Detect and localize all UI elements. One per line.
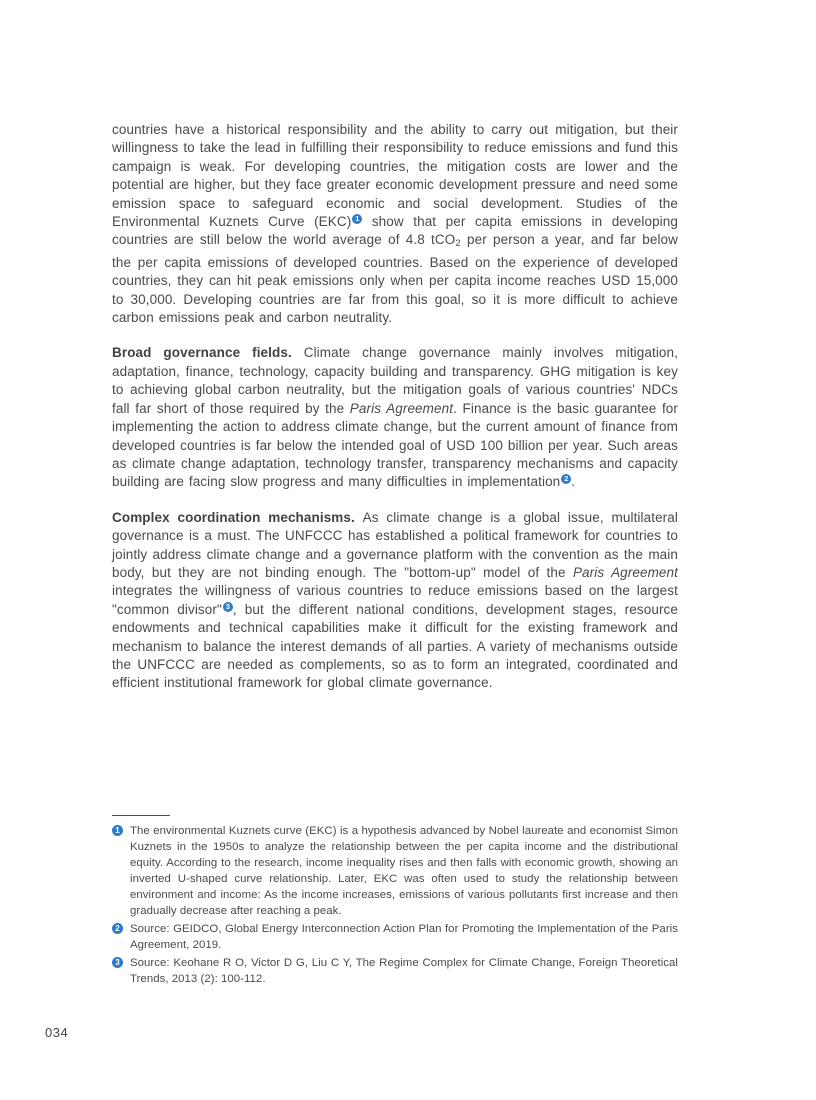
paragraph-text: Climate change governance mainly involves mitigation, adaptation, finance, technology, capacity building and transparency. GHG mitigation is key to achieving global carbon neutrality, but the mitigation goals of various countries' NDCs fall far short of those required by the — [112, 345, 679, 416]
footnote-ref-3: 3 — [223, 602, 233, 612]
paragraph-text: countries have a historical responsibility and the ability to carry out mitigation, but their willingness to take the lead in fulfilling their responsibility to reduce emissions and fund this campaign is weak. For developing countries, the mitigation costs are lower and the potential are higher, but they face greater economic development pressure and need some emission space to safeguard economic and social development. Studies of the Environmental Kuznets Curve (EKC) — [112, 122, 678, 230]
italic-text: Paris Agreement — [349, 400, 454, 416]
paragraph-text: integrates the willingness of various countries to reduce emissions based on the largest "common divisor" — [112, 583, 678, 617]
footnote-3 — [112, 955, 678, 987]
body-paragraph-2 — [112, 344, 678, 491]
footnote-marker-1-icon: 1 — [112, 825, 123, 836]
paragraph-text: , but the different national conditions, development stages, resource endowments and technical capabilities make it difficult for the existing framework and mechanism to balance the interest demands of all parties. A variety of mechanisms outside the UNFCCC are needed as complements, so as to form an integrated, coordinated and efficient institutional framework for global climate governance. — [112, 601, 679, 691]
subscript-text: 2 — [455, 238, 461, 250]
page-body — [112, 121, 678, 710]
body-paragraph-1 — [112, 121, 678, 327]
paragraph-lead-in: Complex coordination mechanisms. — [112, 509, 363, 525]
footnote-2 — [112, 921, 678, 953]
footnote-text: Source: Keohane R O, Victor D G, Liu C Y, The Regime Complex for Climate Change, Foreign Theoretical Trends, 2013 (2): 100-112. — [130, 957, 678, 985]
footnote-divider — [112, 815, 170, 816]
paragraph-text: . Finance is the basic guarantee for implementing the action to address climate change, but the current amount of finance from developed countries is far below the intended goal of USD 100 billion per year. Such areas as climate change adaptation, technology transfer, transparency mechanisms and capacity building are facing slow progress and many difficulties in implementation — [112, 400, 679, 490]
italic-text: Paris Agreement — [572, 564, 678, 580]
paragraph-text: show that per capita emissions in developing countries are still below the world average of 4.8 tCO — [112, 214, 678, 248]
footnote-marker-2-icon: 2 — [112, 923, 123, 934]
page-number: 034 — [45, 1025, 69, 1040]
footnote-1 — [112, 823, 678, 919]
footnote-marker-3-icon: 3 — [112, 957, 123, 968]
footnote-text: Source: GEIDCO, Global Energy Interconnection Action Plan for Promoting the Implementation of the Paris Agreement, 2019. — [130, 923, 678, 951]
paragraph-text: per person a year, and far below the per capita emissions of developed countries. Based on the experience of developed countries, they can hit peak emissions only when per capita income reaches USD 15,000 to 30,000. Developing countries are far from this goal, so it is more difficult to achieve carbon emissions peak and carbon neutrality. — [112, 232, 679, 326]
body-paragraph-3 — [112, 509, 678, 693]
footnote-ref-1: 1 — [352, 214, 362, 224]
paragraph-lead-in: Broad governance fields. — [112, 345, 304, 361]
paragraph-text: As climate change is a global issue, multilateral governance is a must. The UNFCCC has established a political framework for countries to jointly address climate change and a governance platform with the convention as the main body, but they are not binding enough. The "bottom-up" model of the — [112, 509, 678, 580]
footnote-ref-2: 2 — [561, 474, 571, 484]
paragraph-text: . — [571, 474, 576, 490]
footnote-text: The environmental Kuznets curve (EKC) is a hypothesis advanced by Nobel laureate and economist Simon Kuznets in the 1950s to analyze the relationship between the per capita income and the distributional equity. According to the research, income inequality rises and then falls with economic growth, showing an inverted U-shaped curve relationship. Later, EKC was often used to study the relationship between environment and income: As the income increases, emissions of various pollutants first increase and then gradually decrease after reaching a peak. — [130, 825, 678, 917]
footnotes-section — [112, 815, 678, 989]
